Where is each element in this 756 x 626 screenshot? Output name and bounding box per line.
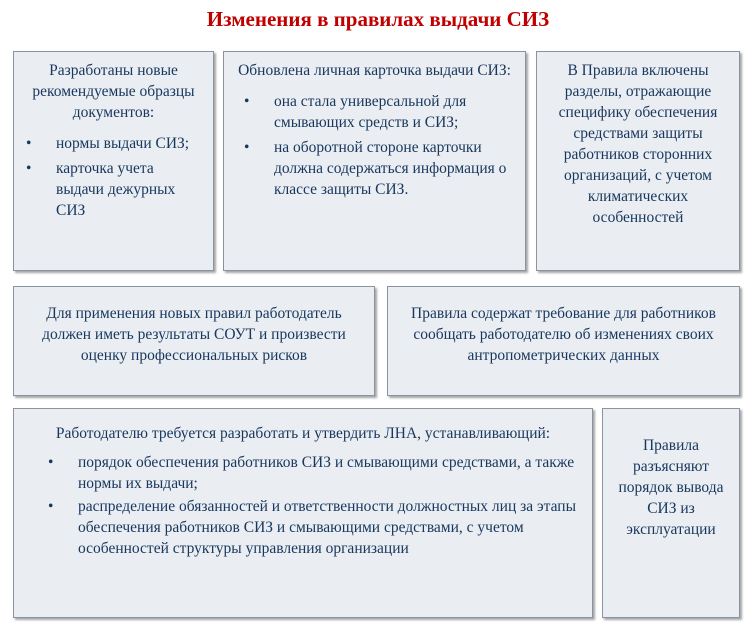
list-item: • карточка учета выдачи дежурных СИЗ (42, 158, 203, 221)
box-personal-card (223, 51, 526, 271)
box-decommission-text: Правила разъясняют порядок вывода СИЗ из эксплуатации (618, 437, 724, 538)
box-third-party-workers (536, 51, 740, 271)
list-item: • порядок обеспечения работников СИЗ и смывающими средствами, а также нормы их выдачи; (64, 452, 582, 494)
box-sout-requirement-text: Для применения новых правил работодатель должен иметь результаты СОУТ и произвести оценку профессиональных рисков (42, 305, 346, 364)
box-new-documents-heading: Разработаны новые рекомендуемые образцы документов: (32, 62, 195, 121)
box-anthropometric-data (387, 286, 740, 396)
box-anthropometric-data-text: Правила содержат требование для работников сообщать работодателю об изменениях своих антропометрических данных (411, 305, 716, 364)
list-item: • на оборотной стороне карточки должна содержаться информация о классе защиты СИЗ. (260, 137, 515, 200)
box-third-party-workers-text: В Правила включены разделы, отражающие специфику обеспечения средствами защиты работников сторонних организаций, с учетом климатических особенностей (558, 62, 718, 226)
list-item: • она стала универсальной для смывающих средств и СИЗ; (260, 91, 515, 133)
box-new-documents-list (24, 133, 203, 221)
list-item: • распределение обязанностей и ответственности должностных лиц за этапы обеспечения работников СИЗ и смывающими средствами, с учетом особенностей структуры управления организации (64, 496, 582, 559)
box-personal-card-heading: Обновлена личная карточка выдачи СИЗ: (238, 62, 511, 79)
list-item: • нормы выдачи СИЗ; (42, 133, 203, 154)
box-new-documents (13, 51, 214, 271)
box-sout-requirement (13, 286, 375, 396)
box-lna-requirement-list (24, 452, 582, 559)
box-lna-requirement-heading: Работодателю требуется разработать и утвердить ЛНА, устанавливающий: (55, 425, 551, 442)
page-title: Изменения в правилах выдачи СИЗ (206, 7, 550, 31)
box-lna-requirement (13, 408, 593, 618)
box-personal-card-list (234, 91, 515, 200)
box-decommission (602, 408, 740, 618)
